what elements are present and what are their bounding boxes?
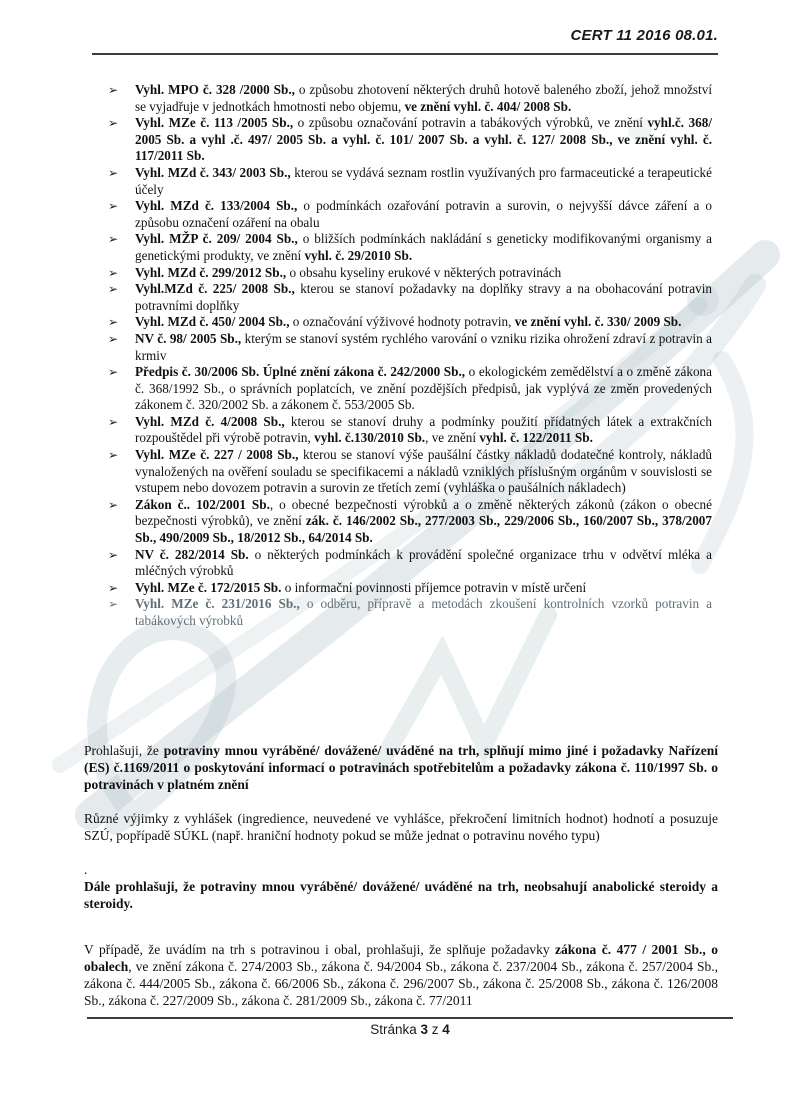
- arrow-bullet-icon: ➢: [108, 282, 119, 297]
- regulation-item-text: Vyhl. MZd č. 4/2008 Sb., kterou se stanoví druhy a podmínky použití přídatných látek a extrakčních rozpouštědel při výrobě potravin, vyhl. č.130/2010 Sb., ve znění vyhl. č. 122/2011 Sb.: [135, 413, 712, 446]
- arrow-bullet-icon: ➢: [108, 265, 119, 280]
- regulation-item-text: Vyhl. MZe č. 231/2016 Sb., o odběru, přípravě a metodách zkoušení kontrolních vzorků potravin a tabákových výrobků: [135, 596, 712, 628]
- arrow-bullet-icon: ➢: [108, 331, 119, 346]
- regulation-item-text: Vyhl.MZd č. 225/ 2008 Sb., kterou se stanoví požadavky na doplňky stravy a na obohacování potravin potravními doplňky: [135, 281, 712, 313]
- arrow-bullet-icon: ➢: [108, 448, 119, 463]
- arrow-bullet-icon: ➢: [108, 83, 119, 97]
- arrow-bullet-icon: ➢: [108, 199, 119, 214]
- declaration-paragraph: Prohlašuji, že potraviny mnou vyráběné/ dovážené/ uváděné na trh, splňují mimo jiné i požadavky Nařízení (ES) č.1169/2011 o poskytování informací o potravinách spotřebitelům a požadavky zákona č. 110/1997 Sb. o potravinách v platném znění: [84, 743, 718, 792]
- regulation-item: [84, 331, 712, 364]
- regulation-item-text: Vyhl. MZe č. 227 / 2008 Sb., kterou se stanoví výše paušální částky nákladů dodatečné kontroly, nákladů vynaložených na ověření souladu se specifikacemi a nákladů vzniklých příslušným orgánům v souvislosti se vstupem nebo dovozem potravin a surovin ze třetích zemí (vyhláška o paušálních nákladech): [135, 447, 713, 496]
- regulation-item-text: Vyhl. MZd č. 343/ 2003 Sb., kterou se vydává seznam rostlin využívaných pro farmaceutické a terapeutické účely: [135, 164, 712, 197]
- declaration-paragraph: Různé výjimky z vyhlášek (ingredience, neuvedené ve vyhlášce, překročení limitních hodnot) hodnotí a posuzuje SZÚ, popřípadě SÚKL (např. hraniční hodnoty pokud se může jednat o potravinu nového typu): [84, 811, 718, 843]
- page-number: Stránka 3 z 4: [370, 1022, 450, 1037]
- regulation-item: [84, 580, 712, 597]
- document-code: CERT 11 2016 08.01.: [570, 27, 718, 44]
- regulation-item: [84, 198, 712, 231]
- arrow-bullet-icon: ➢: [108, 414, 119, 429]
- regulation-item: [84, 281, 712, 314]
- regulation-item-text: Vyhl. MZe č. 172/2015 Sb. o informační povinnosti příjemce potravin v místě určení: [135, 579, 587, 595]
- arrow-bullet-icon: ➢: [108, 232, 119, 247]
- arrow-bullet-icon: ➢: [108, 165, 119, 180]
- declaration-paragraph: .: [84, 862, 88, 877]
- regulation-item: [84, 497, 712, 547]
- regulation-item-text: Vyhl. MZd č. 299/2012 Sb., o obsahu kyseliny erukové v některých potravinách: [135, 264, 562, 280]
- footer-divider: [87, 1017, 733, 1019]
- regulation-item-text: Vyhl. MPO č. 328 /2000 Sb., o způsobu zhotovení některých druhů hotově baleného zboží, jehož množství se vyjadřuje v jednotkách hmotnosti nebo objemu, ve znění vyhl. č. 404/ 2008 Sb.: [135, 82, 712, 114]
- regulation-item: [84, 82, 712, 115]
- regulation-item: [84, 314, 712, 331]
- regulation-item: [84, 414, 712, 447]
- regulation-item: [84, 596, 712, 629]
- regulation-item: [84, 364, 712, 414]
- arrow-bullet-icon: ➢: [108, 116, 119, 131]
- arrow-bullet-icon: ➢: [108, 547, 119, 562]
- arrow-bullet-icon: ➢: [108, 497, 119, 512]
- regulation-item-text: NV č. 98/ 2005 Sb., kterým se stanoví systém rychlého varování o vzniku rizika ohrožení zdraví z potravin a krmiv: [135, 330, 712, 363]
- declaration-paragraph: Dále prohlašuji, že potraviny mnou vyráběné/ dovážené/ uváděné na trh, neobsahují anabolické steroidy a steroidy.: [84, 879, 718, 911]
- arrow-bullet-icon: ➢: [108, 597, 119, 612]
- regulation-item: [84, 447, 712, 497]
- regulation-item-text: Předpis č. 30/2006 Sb. Úplné znění zákona č. 242/2000 Sb., o ekologickém zemědělství a o změně zákona č. 368/1992 Sb., o správních poplatcích, ve znění pozdějších předpisů, jak vyplývá ze změn provedených zákonem č. 320/2002 Sb. a zákonem č. 553/2005 Sb.: [135, 364, 712, 413]
- header-divider: [92, 53, 718, 55]
- regulation-item-text: Zákon č.. 102/2001 Sb., o obecné bezpečnosti výrobků a o změně některých zákonů (zákon o obecné bezpečnosti výrobků), ve znění zák. č. 146/2002 Sb., 277/2003 Sb., 229/2006 Sb., 160/2007 Sb., 378/2007 Sb., 490/2009 Sb., 18/2012 Sb., 64/2014 Sb.: [135, 496, 712, 546]
- regulation-item: [84, 547, 712, 580]
- regulation-item: [84, 231, 712, 264]
- regulation-item: [84, 115, 712, 165]
- regulation-item-text: Vyhl. MZd č. 133/2004 Sb., o podmínkách ozařování potravin a surovin, o nejvyšší dávce záření a o způsobu označení ozáření na obalu: [135, 198, 712, 230]
- regulation-list: [84, 82, 712, 630]
- declaration-paragraph: V případě, že uvádím na trh s potravinou i obal, prohlašuji, že splňuje požadavky zákona č. 477 / 2001 Sb., o obalech, ve znění zákona č. 274/2003 Sb., zákona č. 94/2004 Sb., zákona č. 237/2004 Sb., zákona č. 257/2004 Sb., zákona č. 444/2005 Sb., zákona č. 66/2006 Sb., zákona č. 296/2007 Sb., zákona č. 25/2008 Sb., zákona č. 126/2008 Sb., zákona č. 227/2009 Sb., zákona č. 281/2009 Sb., zákona č. 77/2011: [84, 942, 718, 1008]
- arrow-bullet-icon: ➢: [108, 580, 119, 595]
- arrow-bullet-icon: ➢: [108, 315, 119, 330]
- regulation-item: [84, 165, 712, 198]
- regulation-item-text: Vyhl. MZd č. 450/ 2004 Sb., o označování výživové hodnoty potravin, ve znění vyhl. č. 330/ 2009 Sb.: [135, 314, 682, 330]
- regulation-item: [84, 265, 712, 282]
- regulation-item-text: Vyhl. MZe č. 113 /2005 Sb., o způsobu označování potravin a tabákových výrobků, ve znění vyhl.č. 368/ 2005 Sb. a vyhl .č. 497/ 2005 Sb. a vyhl. č. 101/ 2007 Sb. a vyhl. č. 127/ 2008 Sb., ve znění vyhl. č. 117/2011 Sb.: [135, 115, 712, 164]
- regulation-item-text: Vyhl. MŽP č. 209/ 2004 Sb., o bližších podmínkách nakládání s geneticky modifikovanými organismy a genetickými produkty, ve znění vyhl. č. 29/2010 Sb.: [135, 231, 712, 263]
- arrow-bullet-icon: ➢: [108, 365, 119, 380]
- regulation-item-text: NV č. 282/2014 Sb. o některých podmínkách k provádění společné organizace trhu v odvětví mléka a mléčných výrobků: [135, 546, 712, 579]
